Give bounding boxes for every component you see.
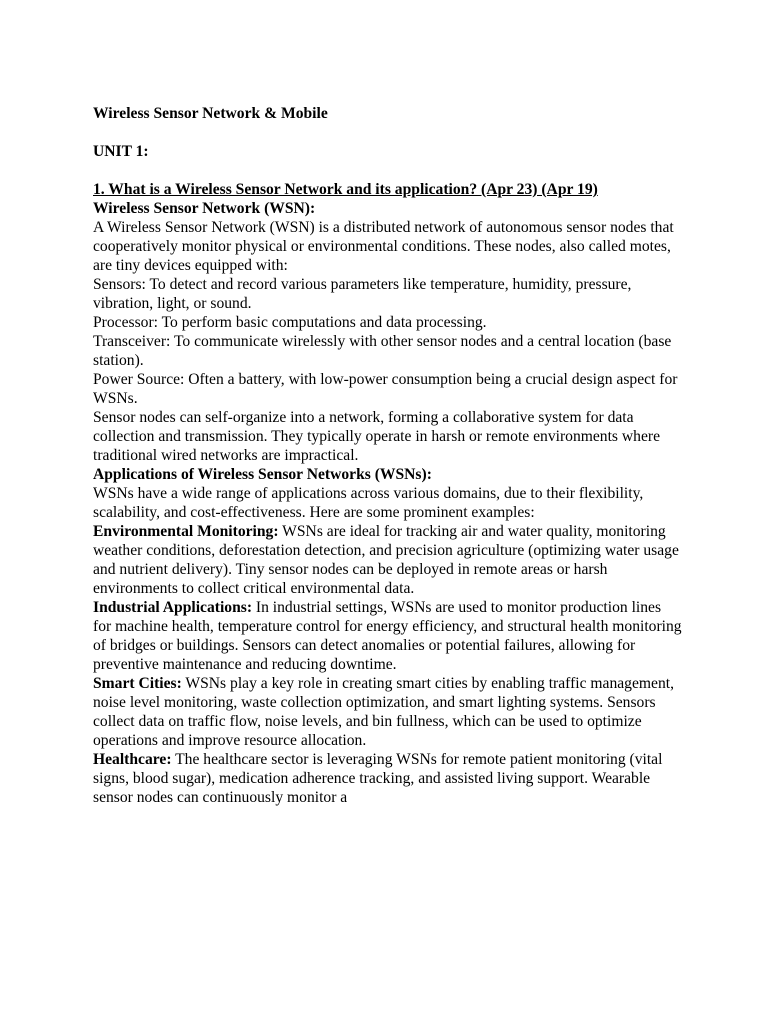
application-smart-cities <box>93 674 683 750</box>
component-processor: Processor: To perform basic computations and data processing. <box>93 314 487 331</box>
component-sensors: Sensors: To detect and record various parameters like temperature, humidity, pressure, vibration, light, or sound. <box>93 276 632 312</box>
application-text: The healthcare sector is leveraging WSNs for remote patient monitoring (vital signs, blood sugar), medication adherence tracking, and assisted living support. Wearable sensor nodes can continuously monitor a <box>93 751 663 806</box>
applications-intro: WSNs have a wide range of applications across various domains, due to their flexibility, scalability, and cost-effectiveness. Here are some prominent examples: <box>93 485 644 521</box>
component-transceiver: Transceiver: To communicate wirelessly with other sensor nodes and a central location (base station). <box>93 333 672 369</box>
document-page <box>93 104 683 807</box>
application-industrial <box>93 598 683 674</box>
application-label: Healthcare: <box>93 751 172 768</box>
unit-heading: UNIT 1: <box>93 143 149 160</box>
document-title: Wireless Sensor Network & Mobile <box>93 105 328 122</box>
application-text: WSNs play a key role in creating smart cities by enabling traffic management, noise level monitoring, waste collection optimization, and smart lighting systems. Sensors collect data on traffic flow, noise levels, and bin fullness, which can be used to optimize operations and improve resource allocation. <box>93 675 674 749</box>
spacer <box>93 123 683 142</box>
intro-paragraph: A Wireless Sensor Network (WSN) is a distributed network of autonomous sensor nodes that cooperatively monitor physical or environmental conditions. These nodes, also called motes, are tiny devices equipped with: <box>93 219 674 274</box>
question-heading: 1. What is a Wireless Sensor Network and its application? (Apr 23) (Apr 19) <box>93 181 598 198</box>
application-label: Industrial Applications: <box>93 599 253 616</box>
component-power-source: Power Source: Often a battery, with low-power consumption being a crucial design aspect for WSNs. <box>93 371 678 407</box>
application-label: Smart Cities: <box>93 675 182 692</box>
application-label: Environmental Monitoring: <box>93 523 279 540</box>
spacer <box>93 161 683 180</box>
wsn-heading: Wireless Sensor Network (WSN): <box>93 200 316 217</box>
application-text: WSNs are ideal for tracking air and water quality, monitoring weather conditions, deforestation detection, and precision agriculture (optimizing water usage and nutrient delivery). Tiny sensor nodes can be deployed in remote areas or harsh environments to collect critical environmental data. <box>93 523 679 597</box>
self-organize-paragraph: Sensor nodes can self-organize into a network, forming a collaborative system for data collection and transmission. They typically operate in harsh or remote environments where traditional wired networks are impractical. <box>93 409 660 464</box>
application-text: In industrial settings, WSNs are used to monitor production lines for machine health, temperature control for energy efficiency, and structural health monitoring of bridges or buildings. Sensors can detect anomalies or potential failures, allowing for preventive maintenance and reducing downtime. <box>93 599 682 673</box>
application-healthcare <box>93 750 683 807</box>
application-environmental <box>93 522 683 598</box>
applications-heading: Applications of Wireless Sensor Networks (WSNs): <box>93 466 432 483</box>
